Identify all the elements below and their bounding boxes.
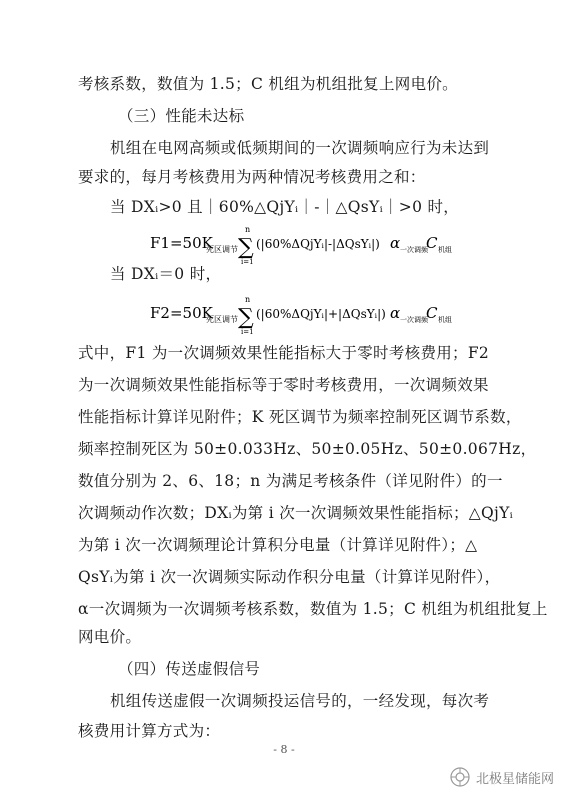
text-line: 式中，F1 为一次调频效果性能指标大于零时考核费用；F2 <box>78 344 490 362</box>
alpha-sub: 一次调频 <box>400 246 428 254</box>
text-line: 要求的，每月考核费用为两种情况考核费用之和： <box>78 168 426 186</box>
text-line: 频率控制死区为 50±0.033Hz、50±0.05Hz、50±0.067Hz， <box>78 440 537 458</box>
text-line: 为一次调频效果性能指标等于零时考核费用，一次调频效果 <box>78 376 489 394</box>
sigma-top: n <box>245 225 251 234</box>
watermark-text: 北极星储能网 <box>475 771 554 787</box>
formula-body: (|60%ΔQjYᵢ|+|ΔQsYᵢ|) <box>256 307 386 321</box>
page-number: - 8 - <box>273 743 295 756</box>
formula-k-sub: 死区调节 <box>206 245 238 254</box>
text-line: 当 DXᵢ＝0 时， <box>110 265 222 283</box>
sigma-bottom: i=1 <box>241 328 254 336</box>
c-symbol: C <box>426 304 438 322</box>
text-line: 机组传送虚假一次调频投运信号的，一经发现，每次考 <box>110 692 490 710</box>
formula-body: (|60%ΔQjYᵢ|-|ΔQsYᵢ|) <box>256 237 380 251</box>
text-line: 为第 i 次一次调频理论计算积分电量（计算详见附件）；△ <box>78 536 478 554</box>
formula-lhs: F1=50K <box>150 234 213 252</box>
text-line: 数值分别为 2、6、18；n 为满足考核条件（详见附件）的一 <box>78 472 503 490</box>
formula-lhs: F2=50K <box>150 304 213 322</box>
c-sub: 机组 <box>438 246 452 254</box>
text-line: 网电价。 <box>78 628 142 646</box>
sigma-top: n <box>245 295 251 304</box>
alpha-symbol: α <box>390 304 401 322</box>
alpha-symbol: α <box>390 234 401 252</box>
wechat-icon <box>450 767 470 787</box>
text-line: 核费用计算方式为： <box>78 722 221 740</box>
alpha-sub: 一次调频 <box>400 316 428 324</box>
formula-k-sub: 死区调节 <box>206 315 238 324</box>
text-line: α一次调频为一次调频考核系数，数值为 1.5；C 机组为机组批复上 <box>78 600 548 618</box>
c-sub: 机组 <box>438 316 452 324</box>
c-symbol: C <box>426 234 438 252</box>
sigma-bottom: i=1 <box>241 258 254 266</box>
formula-f2 <box>150 292 450 340</box>
sigma-symbol: ∑ <box>238 235 254 260</box>
text-line: 次调频动作次数；DXᵢ为第 i 次一次调频效果性能指标；△QjYᵢ <box>78 504 514 522</box>
section-heading: （三）性能未达标 <box>118 107 245 125</box>
watermark <box>450 767 554 787</box>
text-line: 机组在电网高频或低频期间的一次调频响应行为未达到 <box>110 139 490 157</box>
section-heading: （四）传送虚假信号 <box>118 660 261 678</box>
text-line: 当 DXᵢ>0 且｜60%△QjYᵢ｜-｜△QsYᵢ｜>0 时， <box>110 198 460 216</box>
text-line: QsYᵢ为第 i 次一次调频实际动作积分电量（计算详见附件）， <box>78 568 501 586</box>
text-line: 性能指标计算详见附件；K 死区调节为频率控制死区调节系数， <box>78 408 522 426</box>
sigma-symbol: ∑ <box>238 305 254 330</box>
text-line: 考核系数，数值为 1.5；C 机组为机组批复上网电价。 <box>78 75 458 93</box>
